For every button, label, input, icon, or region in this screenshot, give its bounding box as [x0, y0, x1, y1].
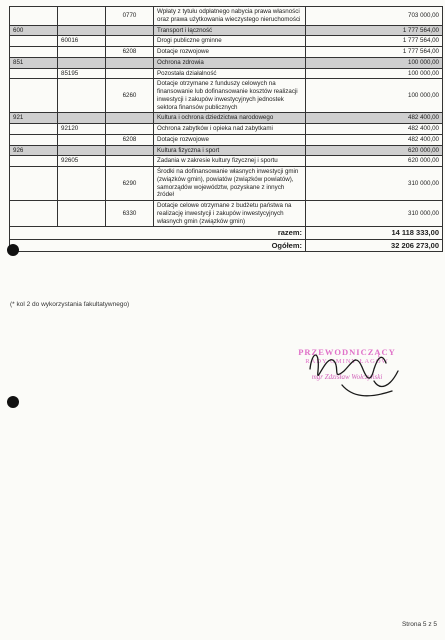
chapter-code-cell	[58, 201, 106, 227]
section-code-cell	[10, 36, 58, 47]
chapter-code-cell: 92120	[58, 124, 106, 135]
paragraph-code-cell	[106, 124, 154, 135]
paragraph-code-cell: 6330	[106, 201, 154, 227]
chapter-code-cell: 85195	[58, 68, 106, 79]
section-code-cell	[10, 201, 58, 227]
section-code-cell	[10, 134, 58, 145]
amount-cell: 620 000,00	[306, 156, 443, 167]
section-row	[10, 25, 443, 36]
subtotal-label: razem:	[10, 227, 306, 239]
section-code-cell	[10, 7, 58, 26]
amount-cell: 1 777 564,00	[306, 36, 443, 47]
paragraph-code-cell	[106, 113, 154, 124]
table-row	[10, 79, 443, 113]
section-row	[10, 113, 443, 124]
amount-cell: 1 777 564,00	[306, 47, 443, 58]
amount-cell: 100 000,00	[306, 68, 443, 79]
chapter-code-cell	[58, 25, 106, 36]
chapter-code-cell	[58, 113, 106, 124]
amount-cell: 100 000,00	[306, 57, 443, 68]
paragraph-code-cell	[106, 145, 154, 156]
section-code-cell	[10, 124, 58, 135]
section-row	[10, 145, 443, 156]
description-cell: Zadania w zakresie kultury fizycznej i sportu	[154, 156, 306, 167]
grand-total-label: Ogółem:	[10, 239, 306, 251]
description-cell: Drogi publiczne gminne	[154, 36, 306, 47]
page-number: Strona 5 z 5	[401, 621, 437, 628]
grand-total-value: 32 206 273,00	[306, 239, 443, 251]
paragraph-code-cell	[106, 36, 154, 47]
description-cell: Ochrona zdrowia	[154, 57, 306, 68]
section-code-cell	[10, 68, 58, 79]
amount-cell: 310 000,00	[306, 167, 443, 201]
description-cell: Dotacje celowe otrzymane z budżetu państwa na realizację inwestycji i zakupów inwestycyjnych własnych gmin (związków gmin)	[154, 201, 306, 227]
table-row	[10, 124, 443, 135]
chapter-code-cell	[58, 57, 106, 68]
signature-scribble	[282, 341, 412, 411]
description-cell: Dotacje rozwojowe	[154, 47, 306, 58]
chapter-code-cell: 60016	[58, 36, 106, 47]
description-cell: Transport i łączność	[154, 25, 306, 36]
description-cell: Pozostała działalność	[154, 68, 306, 79]
table-row	[10, 7, 443, 26]
subtotal-value: 14 118 333,00	[306, 227, 443, 239]
punch-hole-bottom	[7, 396, 19, 408]
chapter-code-cell: 92605	[58, 156, 106, 167]
budget-table	[9, 6, 443, 252]
chapter-code-cell	[58, 47, 106, 58]
paragraph-code-cell: 6208	[106, 134, 154, 145]
table-row	[10, 201, 443, 227]
table-row	[10, 167, 443, 201]
amount-cell: 482 400,00	[306, 124, 443, 135]
amount-cell: 620 000,00	[306, 145, 443, 156]
description-cell: Dotacje otrzymane z funduszy celowych na finansowanie lub dofinansowanie kosztów realizacji inwestycji i zakupów inwestycyjnych jednostek sektora finansów publicznych	[154, 79, 306, 113]
amount-cell: 482 400,00	[306, 134, 443, 145]
chapter-code-cell	[58, 134, 106, 145]
stamp-name: mgr Zdzisław Wołczyński	[311, 373, 383, 381]
section-code-cell	[10, 47, 58, 58]
paragraph-code-cell	[106, 57, 154, 68]
section-code-cell	[10, 156, 58, 167]
table-row	[10, 68, 443, 79]
stamp-council: RADY GMINY ŁAGÓW	[305, 358, 389, 365]
chapter-code-cell	[58, 145, 106, 156]
stamp-title: PRZEWODNICZĄCY	[298, 347, 396, 357]
section-row	[10, 57, 443, 68]
section-code-cell	[10, 79, 58, 113]
description-cell: Kultura i ochrona dziedzictwa narodowego	[154, 113, 306, 124]
paragraph-code-cell	[106, 68, 154, 79]
footnote: (* kol 2 do wykorzystania fakultatywnego)	[10, 301, 130, 308]
description-cell: Kultura fizyczna i sport	[154, 145, 306, 156]
section-code-cell: 851	[10, 57, 58, 68]
paragraph-code-cell	[106, 25, 154, 36]
table-row	[10, 134, 443, 145]
chapter-code-cell	[58, 7, 106, 26]
paragraph-code-cell: 0770	[106, 7, 154, 26]
table-row	[10, 47, 443, 58]
amount-cell: 482 400,00	[306, 113, 443, 124]
paragraph-code-cell: 6290	[106, 167, 154, 201]
paragraph-code-cell	[106, 156, 154, 167]
table-row	[10, 156, 443, 167]
section-code-cell: 926	[10, 145, 58, 156]
chapter-code-cell	[58, 79, 106, 113]
chapter-code-cell	[58, 167, 106, 201]
punch-hole-top	[7, 244, 19, 256]
grand-total-row	[10, 239, 443, 251]
section-code-cell: 921	[10, 113, 58, 124]
section-code-cell: 600	[10, 25, 58, 36]
description-cell: Ochrona zabytków i opieka nad zabytkami	[154, 124, 306, 135]
amount-cell: 100 000,00	[306, 79, 443, 113]
chairman-stamp	[282, 347, 412, 407]
amount-cell: 703 000,00	[306, 7, 443, 26]
paragraph-code-cell: 6208	[106, 47, 154, 58]
amount-cell: 310 000,00	[306, 201, 443, 227]
description-cell: Wpłaty z tytułu odpłatnego nabycia prawa własności oraz prawa użytkowania wieczystego nieruchomości	[154, 7, 306, 26]
amount-cell: 1 777 564,00	[306, 25, 443, 36]
paragraph-code-cell: 6260	[106, 79, 154, 113]
description-cell: Dotacje rozwojowe	[154, 134, 306, 145]
section-code-cell	[10, 167, 58, 201]
subtotal-row	[10, 227, 443, 239]
table-row	[10, 36, 443, 47]
description-cell: Środki na dofinansowanie własnych inwestycji gmin (związków gmin), powiatów (związków powiatów), samorządów województw, pozyskane z innych źródeł	[154, 167, 306, 201]
